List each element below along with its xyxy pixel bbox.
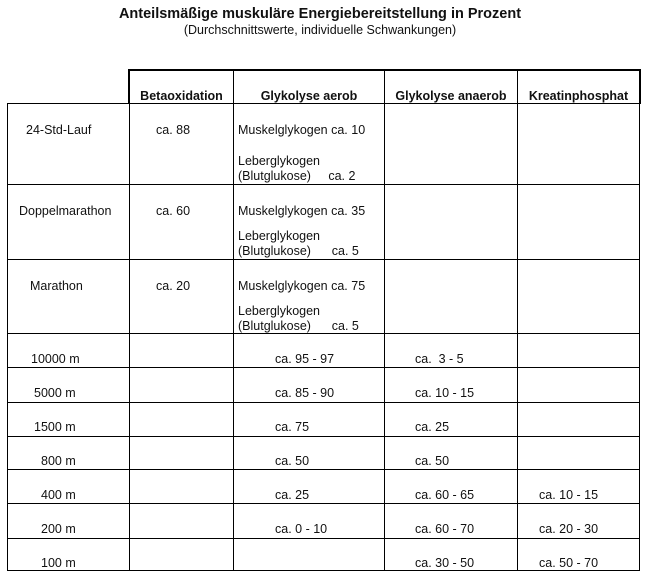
cell-kreatinphosphat: ca. 50 - 70: [539, 556, 599, 570]
cell-glykolyse-aerob: ca. 85 - 90: [275, 386, 335, 400]
cell-betaoxidation: ca. 60: [156, 204, 191, 218]
column-divider: [129, 103, 130, 571]
cell-glykolyse-aerob: Leberglykogen: [238, 304, 321, 318]
cell-betaoxidation: ca. 20: [156, 279, 191, 293]
cell-glykolyse-anaerob: ca. 25: [415, 420, 450, 434]
row-divider: [7, 503, 640, 504]
cell-glykolyse-aerob: Muskelglykogen ca. 75: [238, 279, 366, 293]
row-divider: [7, 103, 640, 104]
cell-kreatinphosphat: ca. 10 - 15: [539, 488, 599, 502]
cell-glykolyse-aerob: (Blutglukose) ca. 2: [238, 169, 356, 183]
cell-kreatinphosphat: ca. 20 - 30: [539, 522, 599, 536]
column-header-kreatinphosphat: Kreatinphosphat: [528, 89, 629, 103]
cell-glykolyse-anaerob: ca. 10 - 15: [415, 386, 475, 400]
row-label: Marathon: [30, 279, 83, 293]
cell-glykolyse-aerob: Muskelglykogen ca. 10: [238, 123, 366, 137]
row-label: 24-Std-Lauf: [26, 123, 92, 137]
row-divider: [7, 469, 640, 470]
row-divider: [7, 402, 640, 403]
cell-glykolyse-anaerob: ca. 3 - 5: [415, 352, 464, 366]
row-divider: [7, 436, 640, 437]
column-header-glykolyse-anaerob: Glykolyse anaerob: [395, 89, 507, 103]
cell-glykolyse-aerob: (Blutglukose) ca. 5: [238, 244, 359, 258]
column-divider: [233, 103, 234, 571]
cell-glykolyse-aerob: (Blutglukose) ca. 5: [238, 319, 359, 333]
cell-glykolyse-aerob: Muskelglykogen ca. 35: [238, 204, 366, 218]
table-header-top-border: [129, 69, 641, 71]
row-label: 1500 m: [34, 420, 76, 434]
row-label: 400 m: [41, 488, 76, 502]
cell-glykolyse-aerob: ca. 75: [275, 420, 310, 434]
cell-glykolyse-anaerob: ca. 50: [415, 454, 450, 468]
row-divider: [7, 259, 640, 260]
column-header-glykolyse-aerob: Glykolyse aerob: [260, 89, 358, 103]
column-divider: [384, 103, 385, 571]
cell-glykolyse-aerob: ca. 95 - 97: [275, 352, 335, 366]
table-bottom-border: [7, 570, 640, 571]
document-title: Anteilsmäßige muskuläre Energiebereitstellung in Prozent: [118, 6, 522, 22]
cell-betaoxidation: ca. 88: [156, 123, 191, 137]
table-header-right-border: [639, 69, 641, 104]
row-label: 100 m: [41, 556, 76, 570]
row-divider: [7, 367, 640, 368]
row-label: 200 m: [41, 522, 76, 536]
row-label: 800 m: [41, 454, 76, 468]
cell-glykolyse-anaerob: ca. 60 - 70: [415, 522, 475, 536]
cell-glykolyse-aerob: Leberglykogen: [238, 154, 321, 168]
cell-glykolyse-anaerob: ca. 60 - 65: [415, 488, 475, 502]
table-right-border: [639, 103, 640, 571]
cell-glykolyse-aerob: ca. 50: [275, 454, 310, 468]
cell-glykolyse-anaerob: ca. 30 - 50: [415, 556, 475, 570]
row-divider: [7, 333, 640, 334]
row-divider: [7, 538, 640, 539]
cell-glykolyse-aerob: Leberglykogen: [238, 229, 321, 243]
cell-glykolyse-aerob: ca. 25: [275, 488, 310, 502]
row-label: Doppelmarathon: [19, 204, 112, 218]
cell-glykolyse-aerob: ca. 0 - 10: [275, 522, 328, 536]
table-left-border: [7, 103, 8, 571]
row-label: 5000 m: [34, 386, 76, 400]
column-divider: [517, 103, 518, 571]
row-label: 10000 m: [31, 352, 80, 366]
row-divider: [7, 184, 640, 185]
document-subtitle: (Durchschnittswerte, individuelle Schwankungen): [183, 23, 457, 37]
column-header-betaoxidation: Betaoxidation: [140, 89, 223, 103]
